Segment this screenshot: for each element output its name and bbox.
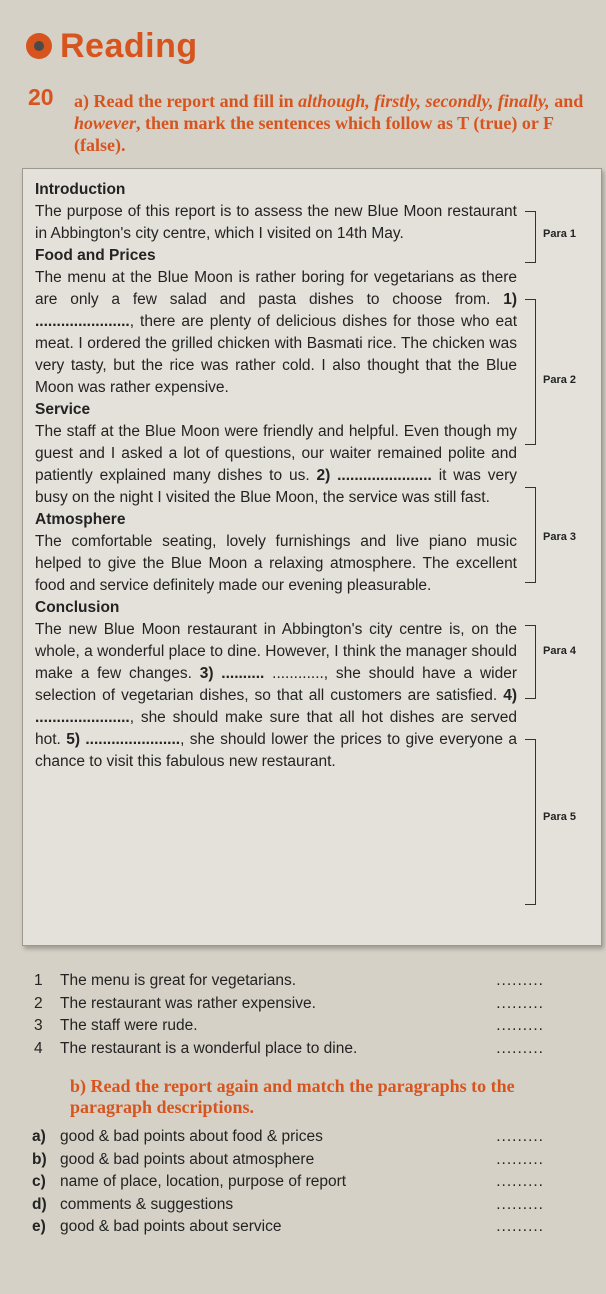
- statement-text: The staff were rude.: [60, 1017, 198, 1034]
- matching-row: [32, 1149, 544, 1172]
- label-para-5: Para 5: [543, 811, 577, 823]
- matching-row: [32, 1216, 544, 1239]
- heading-service: Service: [35, 401, 91, 418]
- statement-row: [34, 970, 544, 993]
- bracket-para-3: [525, 487, 536, 583]
- bracket-para-5: [525, 739, 536, 905]
- answer-blank[interactable]: .........: [496, 1195, 544, 1213]
- answer-blank[interactable]: .........: [496, 1218, 544, 1235]
- label-para-2: Para 2: [543, 374, 577, 386]
- matching-letter: b): [32, 1150, 47, 1168]
- label-para-3: Para 3: [543, 531, 577, 543]
- para-1-text: The purpose of this report is to assess the new Blue Moon restaurant in Abbington's city centre, which I visited on 14th May.: [35, 203, 517, 242]
- statement-number: 3: [34, 1017, 43, 1034]
- statement-number: 2: [34, 994, 43, 1012]
- blank-1[interactable]: 1) ......................: [35, 291, 517, 330]
- bracket-para-1: [525, 211, 536, 263]
- matching-text: name of place, location, purpose of report: [60, 1173, 347, 1190]
- part-a-label: a): [74, 91, 89, 111]
- matching-letter: c): [32, 1173, 46, 1190]
- matching-letter: e): [32, 1218, 46, 1235]
- statement-text: The restaurant was rather expensive.: [60, 994, 316, 1012]
- matching-letter: d): [32, 1195, 47, 1213]
- blank-4[interactable]: 4) ......................: [35, 687, 517, 726]
- matching-row: [32, 1126, 544, 1149]
- blank-5[interactable]: 5) ......................: [66, 731, 181, 748]
- statement-text: The restaurant is a wonderful place to dine.: [60, 1039, 358, 1057]
- para-3-text: The staff at the Blue Moon were friendly and helpful. Even though my guest and I asked a lot of questions, our waiter remained polite and patiently explained many dishes to us. 2) ...................... it was very busy on the night I visited the Blue Moon, the service was still fast.: [35, 423, 517, 506]
- matching-letter: a): [32, 1128, 46, 1145]
- statement-row: [34, 993, 544, 1016]
- answer-blank[interactable]: .........: [496, 994, 544, 1012]
- linker-word-however: however: [74, 113, 136, 133]
- answer-blank[interactable]: .........: [496, 1017, 544, 1034]
- statement-number: 1: [34, 972, 43, 989]
- heading-introduction: Introduction: [35, 181, 126, 198]
- heading-atmosphere: Atmosphere: [35, 511, 126, 528]
- task-instructions: [74, 90, 584, 156]
- heading-conclusion: Conclusion: [35, 599, 120, 616]
- answer-blank[interactable]: .........: [496, 1039, 544, 1057]
- true-false-statements: [34, 970, 544, 1060]
- instruction-text: , then mark the sentences which follow as T (true) or F (false).: [74, 113, 554, 155]
- answer-blank[interactable]: .........: [496, 1173, 544, 1190]
- bullet-icon: [26, 33, 52, 59]
- matching-text: good & bad points about food & prices: [60, 1128, 323, 1145]
- task-number: 20: [28, 84, 54, 110]
- bracket-para-2: [525, 299, 536, 445]
- statement-number: 4: [34, 1039, 43, 1057]
- instruction-text: and: [549, 91, 584, 111]
- answer-blank[interactable]: .........: [496, 1128, 544, 1145]
- label-para-1: Para 1: [543, 228, 577, 240]
- linker-words: although, firstly, secondly, finally,: [298, 91, 550, 111]
- para-4-text: The comfortable seating, lovely furnishings and live piano music helped to give the Blue Moon a relaxing atmosphere. The excellent food and service definitely made our evening pleasurable.: [35, 533, 517, 594]
- heading-food-prices: Food and Prices: [35, 247, 156, 264]
- part-b-instructions: b) Read the report again and match the paragraphs to the paragraph descriptions.: [70, 1076, 515, 1117]
- bracket-para-4: [525, 625, 536, 699]
- answer-blank[interactable]: .........: [496, 972, 544, 989]
- label-para-4: Para 4: [543, 645, 577, 657]
- para-5-text: The new Blue Moon restaurant in Abbington's city centre is, on the whole, a wonderful place to dine. However, I think the manager should make a few changes. 3) .......... ............, she should have a wider selection of vegetarian dishes, so that all customers are satisfied. 4) ......................, she should make sure that all hot dishes are served hot. 5) ......................, she should lower the prices to give everyone a chance to visit this fabulous new restaurant.: [35, 621, 517, 770]
- matching-text: good & bad points about service: [60, 1218, 282, 1235]
- answer-blank[interactable]: .........: [496, 1150, 544, 1168]
- matching-text: good & bad points about atmosphere: [60, 1150, 315, 1168]
- statement-row: [34, 1038, 544, 1061]
- statement-row: [34, 1015, 544, 1038]
- section-title-text: Reading: [60, 26, 198, 65]
- statement-text: The menu is great for vegetarians.: [60, 972, 297, 989]
- report-box: [22, 168, 602, 946]
- section-title: [26, 26, 198, 66]
- matching-list: [32, 1126, 544, 1239]
- para-2-text: The menu at the Blue Moon is rather boring for vegetarians as there are only a few salad and pasta dishes to choose from. 1) ......................, there are plenty of delicious dishes for those who eat meat. I ordered the grilled chicken with Basmati rice. The chicken was very tasty, but the rice was rather cold. I also thought that the Blue Moon was rather expensive.: [35, 269, 517, 396]
- blank-2[interactable]: 2) ......................: [316, 467, 432, 484]
- matching-row: [32, 1171, 544, 1194]
- matching-text: comments & suggestions: [60, 1195, 234, 1213]
- blank-3[interactable]: 3) ..........: [199, 665, 265, 682]
- report-text: [35, 179, 517, 773]
- instruction-text: Read the report and fill in: [93, 91, 299, 111]
- matching-row: [32, 1194, 544, 1217]
